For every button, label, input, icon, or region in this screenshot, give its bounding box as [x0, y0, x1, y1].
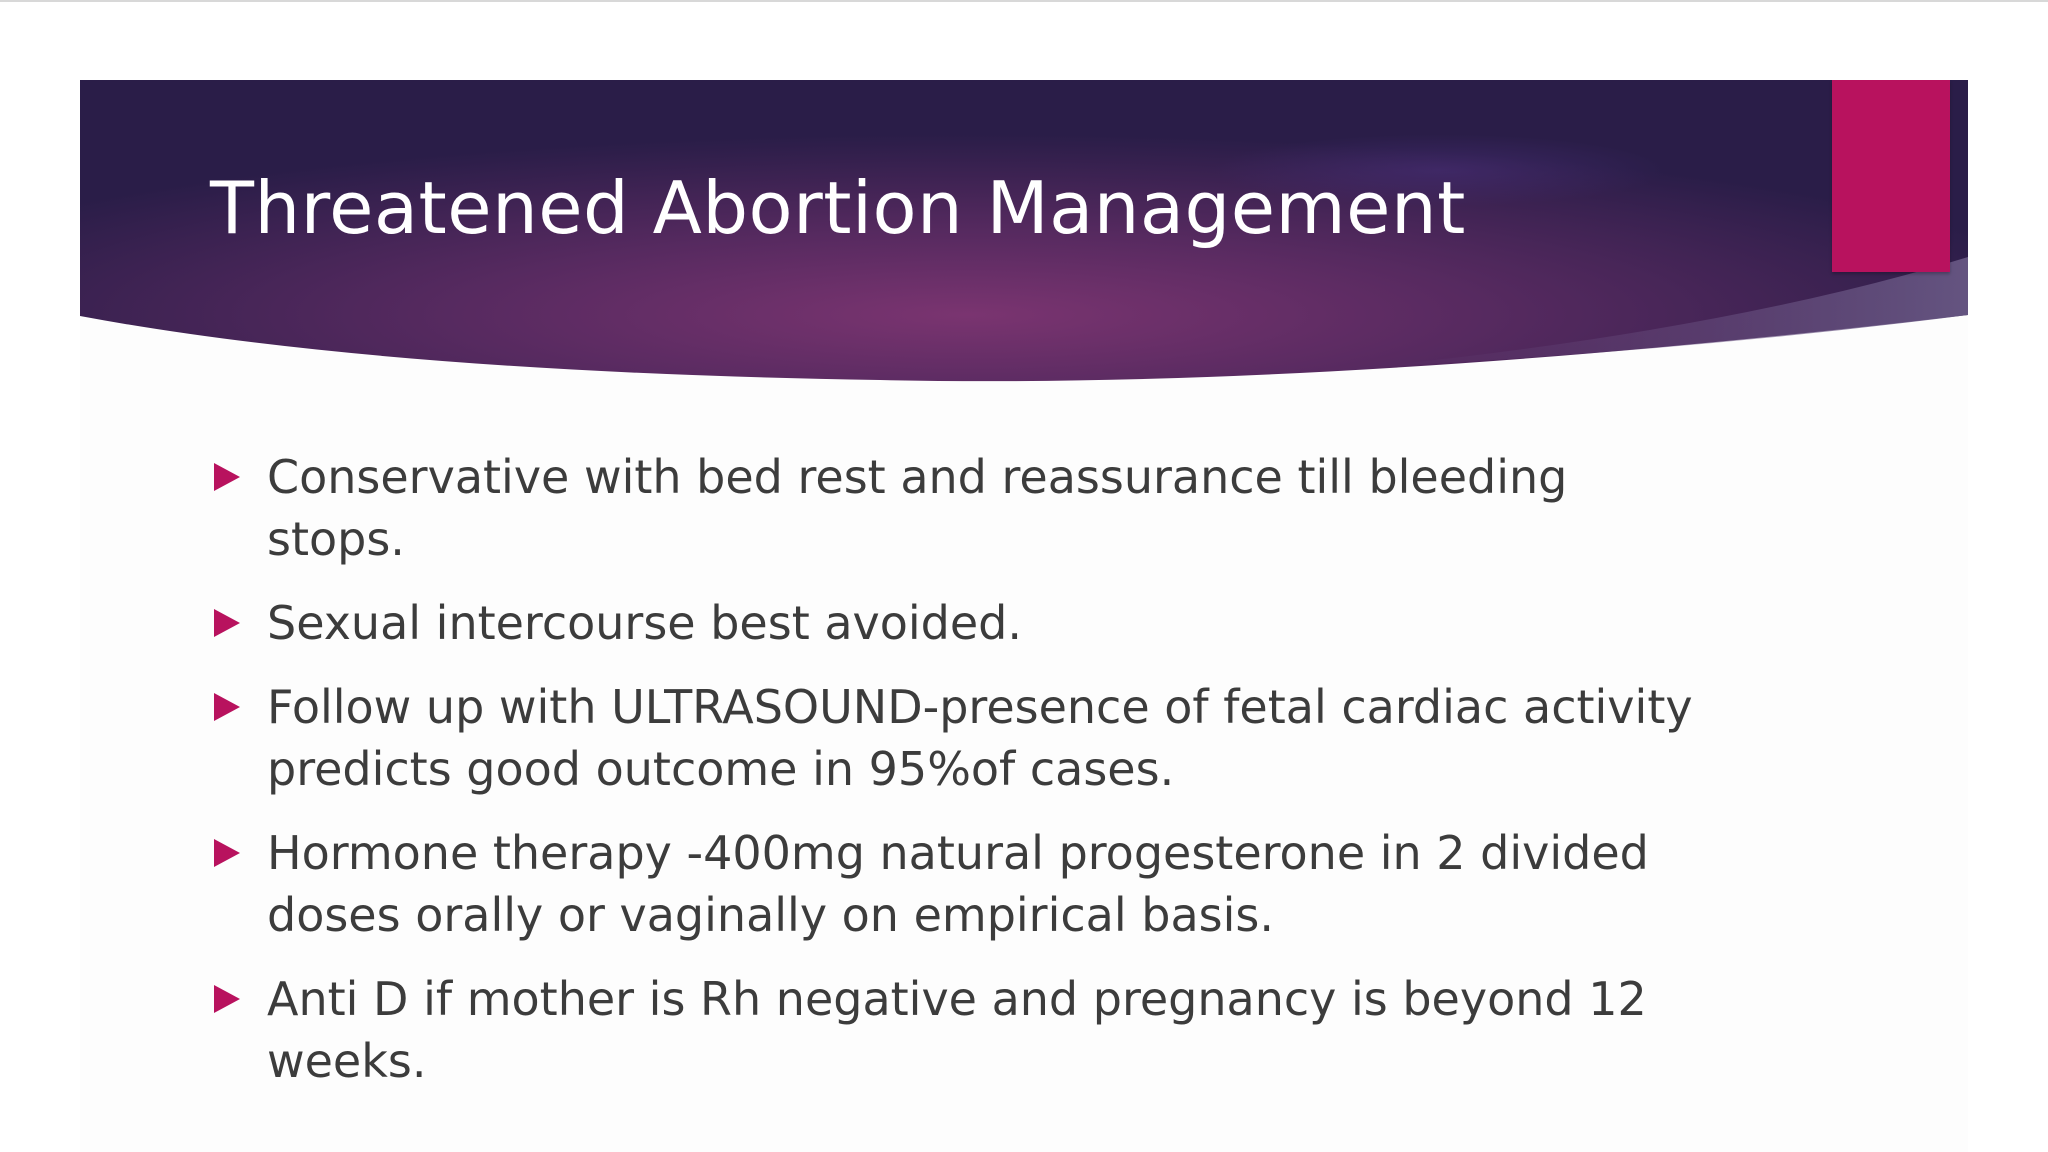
triangle-right-icon: [214, 463, 240, 491]
bullet-text-4: Hormone therapy -400mg natural progesterone in 2 divided doses orally or vaginally on empirical basis.: [267, 826, 1649, 942]
bullet-item-5: [210, 968, 1710, 1092]
triangle-right-icon: [214, 693, 240, 721]
accent-tab: [1832, 80, 1950, 272]
triangle-right-icon: [214, 985, 240, 1013]
bullet-text-3: Follow up with ULTRASOUND-presence of fetal cardiac activity predicts good outcome in 95%of cases.: [267, 680, 1693, 796]
bullet-item-3: [210, 676, 1710, 800]
bullet-item-2: [210, 592, 1710, 654]
slide-title: Threatened Abortion Management: [210, 166, 1466, 250]
triangle-right-icon: [214, 839, 240, 867]
bullet-item-4: [210, 822, 1710, 946]
slide: [80, 80, 1968, 1152]
window-top-border: [0, 0, 2048, 2]
bullet-text-2: Sexual intercourse best avoided.: [267, 596, 1023, 650]
bullet-text-5: Anti D if mother is Rh negative and pregnancy is beyond 12 weeks.: [267, 972, 1647, 1088]
bullet-list: [210, 446, 1710, 1114]
bullet-text-1: Conservative with bed rest and reassurance till bleeding stops.: [267, 450, 1568, 566]
bullet-item-1: [210, 446, 1710, 570]
triangle-right-icon: [214, 609, 240, 637]
